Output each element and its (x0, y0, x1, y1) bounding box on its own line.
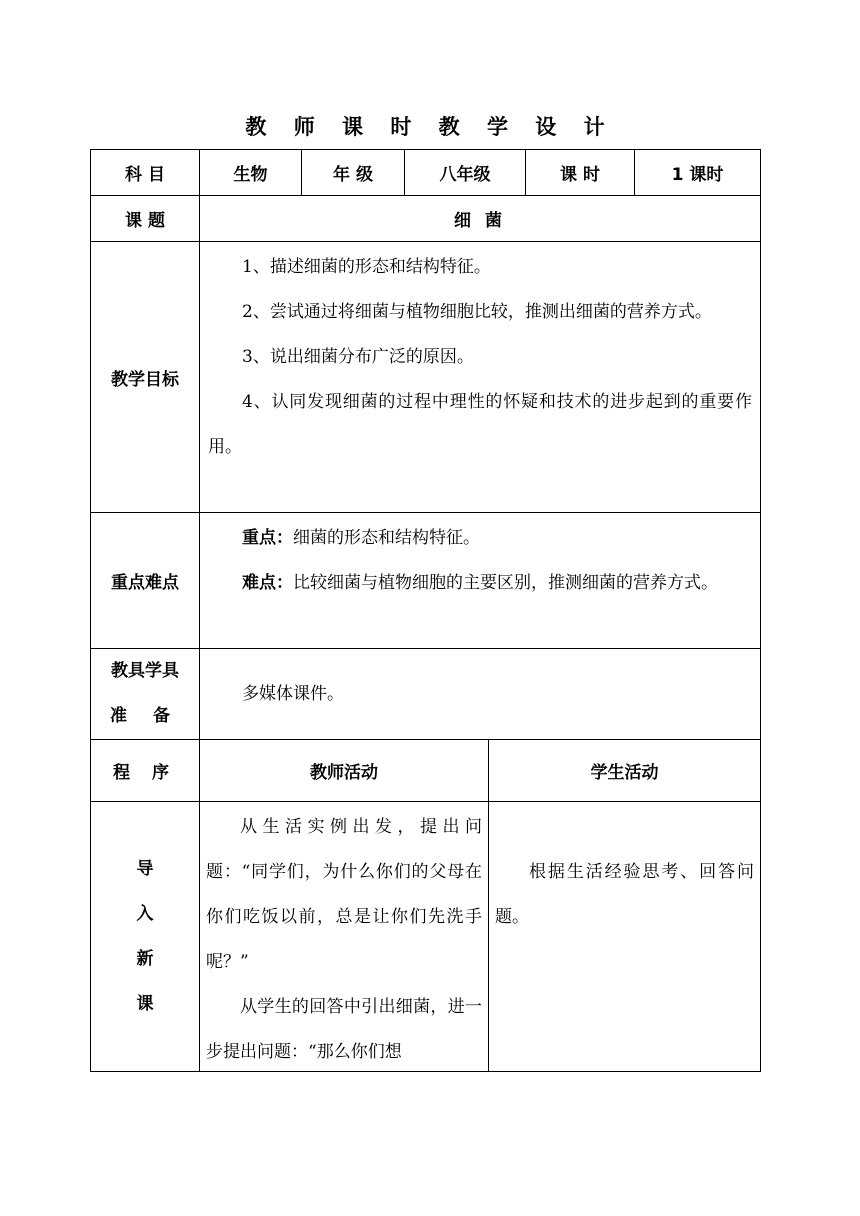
materials-value: 多媒体课件。 (242, 684, 344, 704)
materials-content (199, 648, 761, 740)
focus-label: 重点： (242, 528, 293, 548)
difficulty-line (208, 561, 752, 606)
materials-label-line2: 准 备 (110, 706, 180, 726)
period-value: 1 课时 (634, 149, 761, 196)
student-activity-intro (488, 801, 761, 1072)
focus-text: 细菌的形态和结构特征。 (293, 528, 480, 548)
objective-item: 3、说出细菌分布广泛的原因。 (242, 347, 474, 367)
subject-label: 科 目 (90, 149, 200, 196)
stage-char: 入 (136, 903, 154, 924)
student-paragraph: 根据生活经验思考、回答问题。 (495, 862, 754, 927)
difficulty-text: 比较细菌与植物细胞的主要区别，推测细菌的营养方式。 (293, 573, 718, 593)
objective-item: 1、描述细菌的形态和结构特征。 (242, 257, 491, 277)
focus-line (208, 516, 752, 561)
key-points-label: 重点难点 (90, 512, 200, 649)
lesson-plan-table (90, 149, 761, 1072)
objectives-content (199, 241, 761, 513)
stage-char: 导 (136, 858, 154, 879)
difficulty-label: 难点： (242, 573, 293, 593)
grade-label: 年 级 (301, 149, 405, 196)
materials-label-line1: 教具学具 (111, 661, 179, 681)
teacher-activity-intro (199, 801, 489, 1072)
teacher-activity-header: 教师活动 (199, 739, 489, 802)
objective-item: 2、尝试通过将细菌与植物细胞比较，推测出细菌的营养方式。 (242, 302, 712, 322)
subject-value: 生物 (199, 149, 302, 196)
key-points-content (199, 512, 761, 649)
objective-item: 4、认同发现细菌的过程中理性的怀疑和技术的进步起到的重要作用。 (208, 392, 752, 457)
stage-intro-label (90, 801, 200, 1072)
page-title: 教 师 课 时 教 学 设 计 (245, 115, 615, 139)
student-activity-header: 学生活动 (488, 739, 761, 802)
teacher-paragraph: 从学生的回答中引出细菌，进一步提出问题：“那么你们想 (206, 997, 482, 1062)
grade-value: 八年级 (404, 149, 526, 196)
stage-char: 新 (136, 948, 154, 969)
teacher-paragraph: 从生活实例出发，提出问题：“同学们，为什么你们的父母在你们吃饭以前，总是让你们先洗手呢？” (206, 817, 482, 972)
materials-label (90, 648, 200, 740)
stage-char: 课 (136, 993, 154, 1014)
topic-label: 课 题 (90, 195, 200, 242)
topic-value: 细 菌 (199, 195, 761, 242)
objectives-label: 教学目标 (90, 241, 200, 513)
procedure-label: 程 序 (90, 739, 200, 802)
period-label: 课 时 (525, 149, 635, 196)
